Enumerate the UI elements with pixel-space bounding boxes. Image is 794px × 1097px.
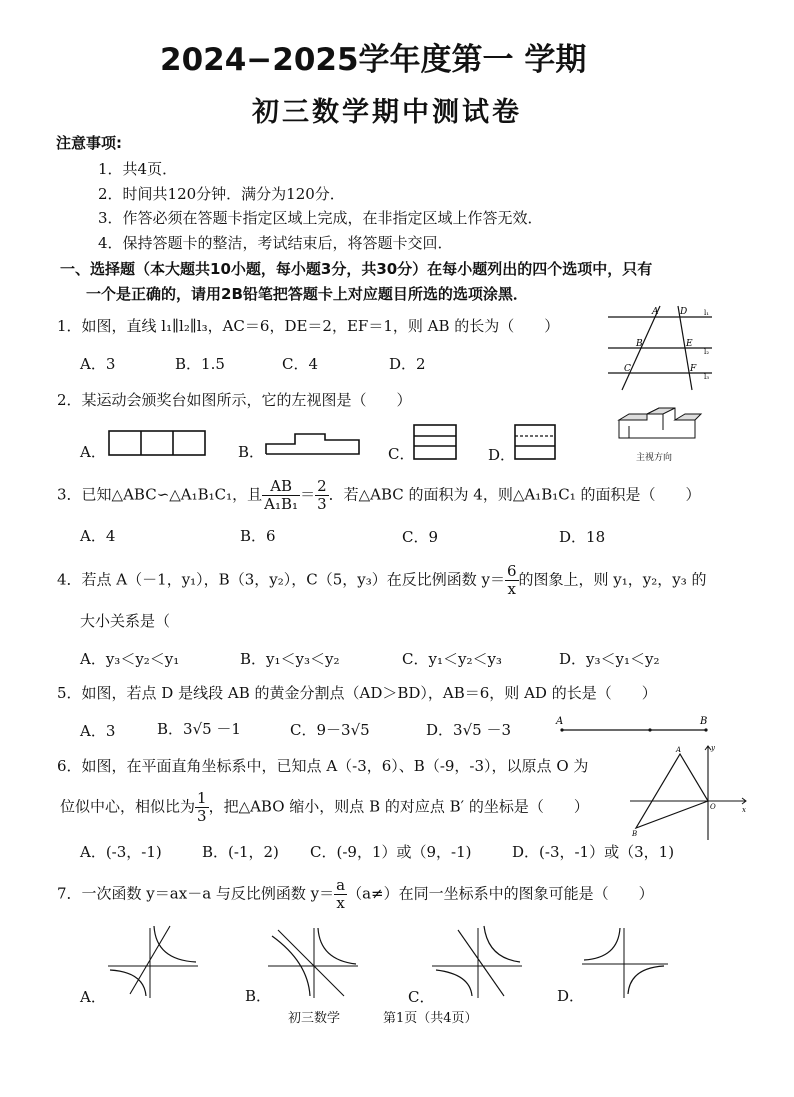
q3-option-d: D．18 — [559, 528, 606, 546]
question-1-stem: 1．如图，直线 l₁∥l₂∥l₃，AC＝6，DE＝2，EF＝1，则 AB 的长为（ ） — [57, 317, 560, 335]
q6-fraction: $\frac{1}{3}$ — [197, 789, 207, 825]
q3-stem-b: ．若△ABC 的面积为 4，则△A₁B₁C₁ 的面积是（ ） — [328, 485, 701, 504]
q7-option-a-graph — [108, 922, 200, 998]
page-title: 2024−2025学年度第一 学期 — [160, 42, 587, 78]
q7-fraction: $\frac{a}{x}$ — [336, 876, 346, 912]
q1-option-c: C．4 — [282, 355, 319, 373]
question-5-stem: 5．如图，若点 D 是线段 AB 的黄金分割点（AD＞BD），AB＝6，则 AD 的长是（ ） — [57, 684, 657, 702]
q6-option-d: D．(-3，-1）或（3，1) — [512, 843, 675, 861]
q7-option-c-graph — [432, 922, 524, 998]
label-b: B — [636, 339, 643, 349]
q2-option-d-figure — [514, 424, 556, 460]
q6-option-a: A．(-3，-1) — [80, 843, 162, 861]
q4-stem-b: 的图象上，则 y₁，y₂，y₃ 的 — [518, 570, 707, 589]
q3-stem-a: 3．已知△ABC∽△A₁B₁C₁，且 — [57, 485, 263, 504]
label-o: O — [710, 803, 716, 811]
q2-view-caption: 主视方向 — [636, 453, 673, 463]
q5-option-a: A．3 — [80, 722, 116, 740]
q4-option-d: D．y₃＜y₁＜y₂ — [559, 650, 660, 668]
question-2-stem: 2．某运动会颁奖台如图所示，它的左视图是（ ） — [57, 391, 412, 409]
footer-subject: 初三数学 — [288, 1011, 341, 1026]
q5-option-c: C．9－3√5 — [290, 721, 370, 739]
q3-fraction-ratio: $\frac{AB}{\text{A₁B₁}}$ — [264, 477, 299, 513]
q2-option-a-figure — [108, 430, 206, 456]
label-c: C — [624, 364, 631, 374]
page-subtitle: 初三数学期中测试卷 — [252, 97, 522, 128]
notice-item: 3．作答必须在答题卡指定区域上完成，在非指定区域上作答无效． — [98, 209, 543, 227]
q6-stem-b2: ，把△ABO 缩小，则点 B 的对应点 B′ 的坐标是（ ） — [208, 797, 589, 816]
q5-option-b: B．3√5 －1 — [157, 720, 241, 738]
q6-coordinate-figure — [628, 740, 750, 840]
q2-podium-figure — [615, 406, 701, 444]
label-a: A — [652, 307, 659, 317]
q7-option-d-graph — [578, 922, 670, 998]
q4-option-b: B．y₁＜y₃＜y₂ — [240, 650, 340, 668]
notice-item: 1．共4页． — [98, 160, 178, 178]
q7-option-b: B． — [245, 987, 272, 1005]
q1-option-a: A．3 — [80, 355, 116, 373]
question-6-stem: 6．如图，在平面直角坐标系中，已知点 A（-3，6）、B（-9，-3），以原点 O 为 — [57, 757, 589, 775]
q7-option-d: D． — [557, 987, 585, 1005]
q3-option-b: B．6 — [240, 527, 276, 545]
q6-option-b: B．(-1，2) — [202, 843, 279, 861]
q4-fraction: $\frac{6}{x}$ — [506, 562, 517, 598]
question-7-stem — [57, 877, 654, 912]
q2-option-b: B． — [238, 443, 265, 461]
q4-option-a: A．y₃＜y₂＜y₁ — [80, 650, 180, 668]
q6-stem-b1: 位似中心，相似比为 — [60, 797, 196, 816]
q7-stem-a: 7．一次函数 y＝ax－a 与反比例函数 y＝ — [57, 884, 335, 903]
q1-option-b: B．1.5 — [175, 355, 225, 373]
label-x: x — [742, 806, 746, 814]
q3-option-a: A．4 — [80, 527, 116, 545]
question-3-stem — [57, 478, 701, 513]
q2-option-d: D． — [488, 446, 516, 464]
label-e: E — [686, 339, 693, 349]
q5-option-d: D．3√5 －3 — [426, 721, 511, 739]
label-d: D — [680, 307, 688, 317]
q4-option-c: C．y₁＜y₂＜y₃ — [402, 650, 502, 668]
q2-option-c: C． — [388, 445, 415, 463]
notice-item: 2．时间共120分钟．满分为120分． — [98, 185, 345, 203]
q2-option-a: A． — [80, 443, 106, 461]
q3-option-c: C．9 — [402, 528, 439, 546]
q2-option-c-figure — [413, 424, 457, 460]
q6-option-c: C．(-9，1）或（9，-1) — [310, 843, 472, 861]
q5-segment-figure — [556, 714, 712, 738]
notice-item: 4．保持答题卡的整洁，考试结束后，将答题卡交回． — [98, 234, 453, 252]
label-b: B — [700, 716, 708, 727]
label-l3: l₃ — [704, 373, 710, 381]
question-6-stem-cont — [60, 790, 589, 825]
q4-stem-c: 大小关系是（ — [80, 612, 171, 630]
q7-option-c: C． — [408, 988, 435, 1006]
section-heading-cont: 一个是正确的，请用2B铅笔把答题卡上对应题目所选的选项涂黑． — [86, 285, 528, 303]
q7-option-b-graph — [268, 922, 360, 998]
label-a: A — [676, 746, 682, 754]
label-b: B — [632, 830, 638, 838]
q7-stem-b: （a≠）在同一坐标系中的图象可能是（ ） — [347, 884, 654, 903]
label-a: A — [556, 716, 564, 727]
q2-option-b-figure — [265, 432, 361, 456]
label-l1: l₁ — [704, 309, 710, 317]
q4-stem-a: 4．若点 A（－1，y₁），B（3，y₂），C（5，y₃）在反比例函数 y＝ — [57, 570, 505, 589]
label-y: y — [711, 744, 715, 752]
q3-fraction-value: $\frac{2}{3}$ — [317, 477, 327, 513]
q3-equals: ＝ — [300, 485, 316, 504]
question-4-stem — [57, 563, 707, 598]
q1-figure — [608, 302, 718, 392]
notice-heading: 注意事项: — [56, 134, 122, 152]
q7-option-a: A． — [80, 988, 106, 1006]
q1-option-d: D．2 — [389, 355, 426, 373]
footer-page-number: 第1页（共4页） — [383, 1011, 478, 1026]
section-heading: 一、选择题（本大题共10小题，每小题3分，共30分）在每小题列出的四个选项中，只有 — [60, 260, 653, 278]
label-l2: l₂ — [704, 348, 710, 356]
label-f: F — [690, 364, 697, 374]
